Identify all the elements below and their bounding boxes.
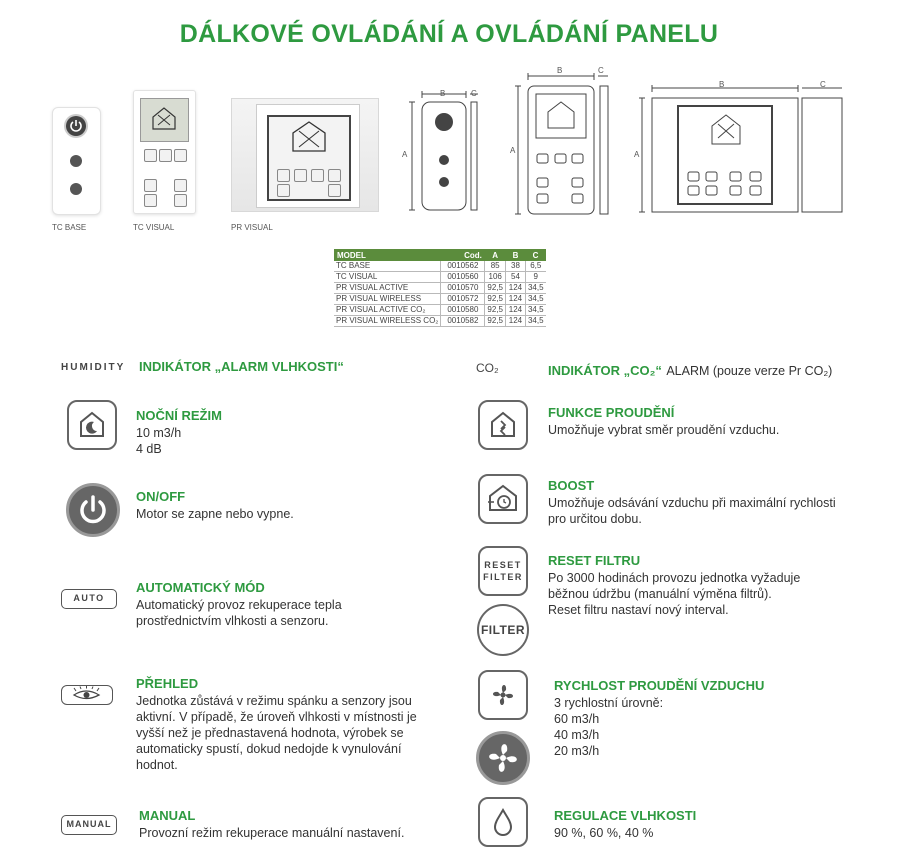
- screen-button: [311, 169, 324, 182]
- co2-alarm-title: INDIKÁTOR „CO₂“: [548, 363, 662, 378]
- table-header: MODEL: [334, 249, 441, 261]
- tc-base-drawing: [400, 88, 490, 218]
- dim-c-label: C: [820, 80, 826, 89]
- fan-speed-round-icon: [476, 731, 530, 785]
- fan-speed-desc: 40 m3/h: [554, 728, 600, 742]
- table-row: TC VISUAL 0010560 106 54 9: [334, 272, 546, 283]
- night-mode-desc: 10 m3/h: [136, 426, 182, 440]
- pr-visual-caption: PR VISUAL: [231, 223, 273, 232]
- table-header: C: [525, 249, 545, 261]
- power-icon: [66, 483, 120, 537]
- screen-button: [294, 169, 307, 182]
- screen-button: [277, 169, 290, 182]
- device-screen: [267, 115, 351, 201]
- tc-base-caption: TC BASE: [52, 223, 87, 232]
- reset-filter-desc: Reset filtru nastaví nový interval.: [548, 603, 729, 617]
- filter-icon: [477, 604, 529, 656]
- humidity-regulation-desc: 90 %, 60 %, 40 %: [554, 826, 654, 840]
- dim-b-label: B: [557, 66, 563, 75]
- filter-icon-label: FILTER: [480, 623, 526, 637]
- overview-desc: hodnot.: [136, 758, 178, 772]
- co2-alarm-heading: [548, 362, 832, 380]
- overview-desc: automaticky spustí, dokud nedojde k vynulování: [136, 742, 402, 756]
- boost-desc: Umožňuje odsávání vzduchu při maximální rychlosti: [548, 496, 836, 510]
- manual-icon: MANUAL: [61, 815, 117, 835]
- tc-visual-drawing: [508, 64, 618, 220]
- power-icon: [66, 116, 86, 136]
- fan-speed-title: RYCHLOST PROUDĚNÍ VZDUCHU: [554, 678, 765, 693]
- auto-mode-desc: Automatický provoz rekuperace tepla: [136, 598, 342, 612]
- overview-desc: Jednotka zůstává v režimu spánku a senzory jsou: [136, 694, 412, 708]
- dim-a-label: A: [402, 150, 408, 159]
- humidity-regulation-title: REGULACE VLHKOSTI: [554, 808, 697, 823]
- model-table: [334, 249, 546, 327]
- screen-button: [159, 149, 172, 162]
- screen-button: [277, 184, 290, 197]
- fan-speed-icon: [478, 670, 528, 720]
- dim-c-label: C: [598, 66, 604, 75]
- page-title: DÁLKOVÉ OVLÁDÁNÍ A OVLÁDÁNÍ PANELU: [179, 20, 719, 48]
- dim-b-label: B: [719, 80, 725, 89]
- reset-filter-icon-label: RESET: [484, 560, 522, 570]
- dim-c-label: C: [471, 89, 477, 98]
- dim-b-label: B: [440, 89, 446, 98]
- reset-filter-desc: běžnou údržbu (manuální výměna filtrů).: [548, 587, 772, 601]
- auto-icon: AUTO: [61, 589, 117, 609]
- onoff-desc: Motor se zapne nebo vypne.: [136, 507, 294, 521]
- screen-button: [174, 149, 187, 162]
- airflow-desc: Umožňuje vybrat směr proudění vzduchu.: [548, 423, 780, 437]
- airflow-title: FUNKCE PROUDĚNÍ: [548, 405, 675, 420]
- screen-button: [174, 179, 187, 192]
- onoff-title: ON/OFF: [136, 489, 186, 504]
- table-header: Cod.: [441, 249, 485, 261]
- eye-icon: [61, 685, 113, 705]
- table-header-row: [334, 249, 546, 261]
- pr-visual-drawing: [632, 80, 862, 216]
- night-mode-title: NOČNÍ REŽIM: [136, 408, 222, 423]
- boost-icon: [478, 474, 528, 524]
- reset-filter-icon-label: FILTER: [483, 572, 523, 582]
- table-row: PR VISUAL WIRELESS 0010572 92,5 124 34,5: [336, 294, 544, 303]
- reset-filter-title: RESET FILTRU: [548, 553, 641, 568]
- humidity-alarm-title: INDIKÁTOR „ALARM VLHKOSTI“: [139, 359, 344, 374]
- pr-visual-photo: [231, 98, 379, 212]
- table-row: PR VISUAL ACTIVE CO₂ 0010580 92,5 124 34,5: [336, 305, 544, 314]
- boost-title: BOOST: [548, 478, 595, 493]
- fan-speed-desc: 60 m3/h: [554, 712, 600, 726]
- overview-title: PŘEHLED: [136, 676, 199, 691]
- tc-visual-photo: [133, 90, 196, 214]
- screen-button: [328, 184, 341, 197]
- screen-button: [174, 194, 187, 207]
- reset-filter-desc: Po 3000 hodinách provozu jednotka vyžaduje: [548, 571, 801, 585]
- boost-desc: pro určitou dobu.: [548, 512, 642, 526]
- screen-button: [144, 149, 157, 162]
- co2-icon: CO₂: [476, 361, 499, 375]
- overview-desc: vyšší než je přednastavená hodnota, výrobek se: [136, 726, 404, 740]
- screen-button: [144, 179, 157, 192]
- manual-title: MANUAL: [139, 808, 196, 823]
- fan-speed-desc: 3 rychlostní úrovně:: [554, 696, 664, 710]
- device-screen: [140, 98, 189, 142]
- table-row: PR VISUAL ACTIVE 0010570 92,5 124 34,5: [336, 283, 544, 292]
- fan-icon: [70, 155, 82, 167]
- overview-desc: aktivní. V případě, že úroveň vlhkosti v místnosti je: [136, 710, 417, 724]
- tc-visual-caption: TC VISUAL: [133, 223, 175, 232]
- auto-mode-title: AUTOMATICKÝ MÓD: [136, 580, 265, 595]
- co2-alarm-suffix: ALARM (pouze verze Pr CO₂): [666, 364, 833, 378]
- fan-icon: [70, 183, 82, 195]
- airflow-direction-icon: [478, 400, 528, 450]
- tc-base-photo: [52, 107, 101, 215]
- table-header: A: [485, 249, 506, 261]
- table-header: B: [505, 249, 525, 261]
- manual-desc: Provozní režim rekuperace manuální nastavení.: [139, 826, 405, 840]
- screen-button: [144, 194, 157, 207]
- dim-a-label: A: [634, 150, 640, 159]
- reset-filter-icon: [478, 546, 528, 596]
- night-mode-desc: 4 dB: [136, 442, 162, 456]
- screen-button: [328, 169, 341, 182]
- fan-speed-desc: 20 m3/h: [554, 744, 600, 758]
- table-row: PR VISUAL WIRELESS CO₂ 0010582 92,5 124 34,5: [336, 316, 544, 325]
- auto-mode-desc: prostřednictvím vlhkosti a senzoru.: [136, 614, 329, 628]
- humidity-icon: HUMIDITY: [61, 362, 126, 373]
- dim-a-label: A: [510, 146, 516, 155]
- night-mode-icon: [67, 400, 117, 450]
- droplet-icon: [478, 797, 528, 847]
- table-row: TC BASE 0010562 85 38 6,5: [334, 261, 546, 272]
